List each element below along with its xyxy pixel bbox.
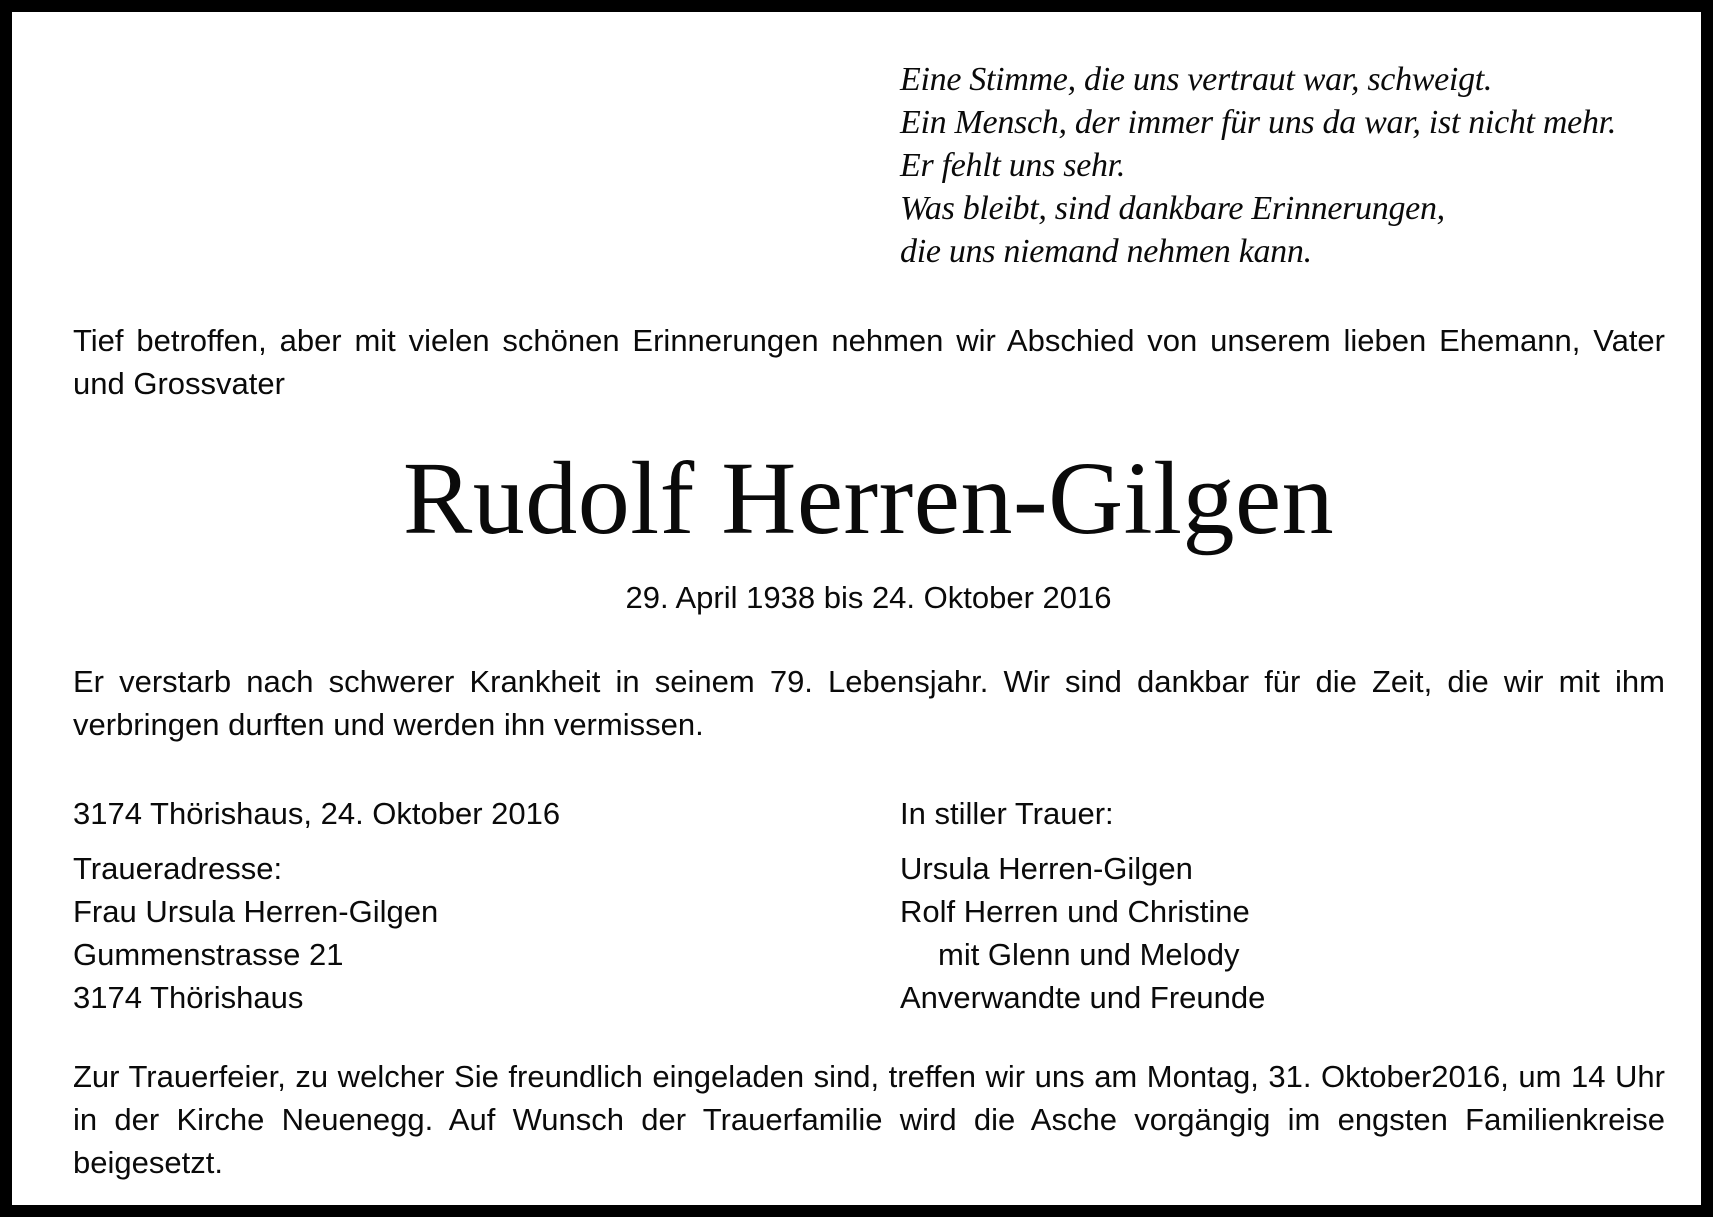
intro-text: Tief betroffen, aber mit vielen schönen Erinnerungen nehmen wir Abschied von unserem lieben Ehemann, Vater und Grossvater — [73, 323, 1665, 401]
poem-line: Eine Stimme, die uns vertraut war, schweigt. — [900, 61, 1493, 98]
mourner-line: Anverwandte und Freunde — [900, 980, 1266, 1015]
poem-line: Was bleibt, sind dankbare Erinnerungen, — [900, 190, 1445, 227]
mourner-line: Ursula Herren-Gilgen — [900, 851, 1193, 886]
poem — [900, 58, 1616, 273]
address-line: 3174 Thörishaus — [73, 980, 304, 1015]
death-paragraph: Er verstarb nach schwerer Krankheit in seinem 79. Lebensjahr. Wir sind dankbar für die Zeit, die wir mit ihm verbringen durften und werden ihn vermissen. — [73, 664, 1665, 742]
address-heading: Traueradresse: — [73, 851, 283, 886]
mourner-line: mit Glenn und Melody — [938, 937, 1240, 972]
mourners-heading: In stiller Trauer: — [900, 796, 1114, 831]
place-and-address — [73, 792, 560, 1019]
poem-line: Er fehlt uns sehr. — [900, 147, 1126, 184]
life-dates: 29. April 1938 bis 24. Oktober 2016 — [625, 580, 1112, 615]
poem-line: Ein Mensch, der immer für uns da war, ist nicht mehr. — [900, 104, 1617, 141]
address-line: Gummenstrasse 21 — [73, 937, 344, 972]
mourners — [900, 792, 1265, 1019]
poem-line: die uns niemand nehmen kann. — [900, 233, 1312, 270]
service-paragraph: Zur Trauerfeier, zu welcher Sie freundlich eingeladen sind, treffen wir uns am Montag, 31. Oktober2016, um 14 Uhr in der Kirche Neuenegg. Auf Wunsch der Trauerfamilie wird die Asche vorgängig im engsten Familienkreise beigesetzt. — [73, 1059, 1665, 1180]
mourner-line: Rolf Herren und Christine — [900, 894, 1250, 929]
address-line: Frau Ursula Herren-Gilgen — [73, 894, 439, 929]
place-date: 3174 Thörishaus, 24. Oktober 2016 — [73, 796, 561, 831]
deceased-name: Rudolf Herren-Gilgen — [402, 441, 1335, 556]
